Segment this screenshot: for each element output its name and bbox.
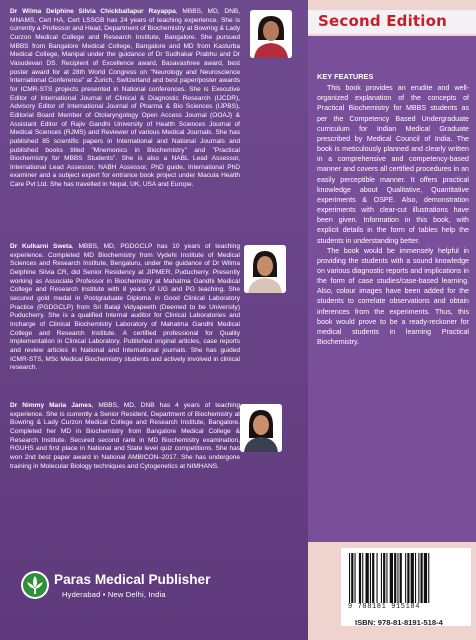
barcode-bar	[418, 553, 419, 603]
publisher-cities: Hyderabad • New Delhi, India	[62, 590, 166, 599]
author-photo-2-icon	[244, 245, 286, 293]
barcode-bar	[377, 553, 378, 603]
barcode-bar	[421, 553, 423, 603]
barcode-bar	[362, 553, 363, 603]
barcode-bar	[386, 553, 387, 603]
key-features-title: KEY FEATURES	[317, 72, 374, 81]
barcode-bar	[349, 553, 350, 603]
barcode-bar	[394, 553, 396, 603]
barcode-bars	[347, 553, 465, 605]
key-features	[317, 72, 469, 347]
author-name-3: Dr Nimmy Maria James	[10, 402, 92, 409]
barcode-digits: 9 788181 915184	[348, 603, 421, 611]
publisher-logo-icon	[20, 570, 50, 600]
isbn-label: ISBN: 978-81-8191-518-4	[355, 618, 443, 627]
publisher-name: Paras Medical Publisher	[54, 572, 211, 587]
author-text-3: , MBBS, MD, DNB has 4 years of teaching experience. She is currently a Senior Resident, Department of Biochemistry at Bowring & Lady Curzon Medical College and Research Institute, Bangalore. Completed her MD in Biochemistry from Bangalore Medical College & Research Institute. Secured second rank in MD Biochemistry examination, RGUHS and first place in National and State level quiz competitions. She has won 2nd best paper award in National AMBICON–2017. She has undergone training in Molecular Biology techniques and Cytogenetics at NIMHANS.	[10, 402, 240, 470]
barcode-bar	[355, 553, 356, 603]
author-photo-2	[244, 245, 286, 293]
barcode-bar	[366, 553, 369, 603]
author-text-2: , MBBS, MD, PGDGCLP has 10 years of teaching experience. Completed MD Biochemistry from Vydehi Institute of Medical Sciences and Research Institute, Bengaluru, under the guidance of Dr Wilma Delphine Silvia CR, did Senior Residency at JIPMER, Puducherry. Presently working as Associate Professor in Biochemistry at Mahatma Gandhi Medical College and Research Institute with 8 years of UG and PG teaching. She secured gold medal in Postgraduate Diploma in Good Clinical Laboratory Practice (PGDGCLP) from Sri Balaji Vidyapeeth (Deemed to be University) Puducherry. She is a qualified Internal auditor for Clinical Laboratories and Incharge of Clinical Biochemistry Laboratory of Mahatma Gandhi Medical College and Research Institute. A certified professional for Quality Implementation in Clinical Laboratory. Published original articles, case reports and review articles in National and International journals. She has guided ICMR-STS, MSc Medical Biochemistry students and actively involved in clinical research.	[10, 243, 241, 372]
barcode-bar	[359, 553, 361, 603]
barcode-bar	[372, 553, 374, 603]
barcode-box	[341, 548, 471, 626]
author-photo-1	[250, 10, 292, 58]
barcode-bar	[405, 553, 406, 603]
author-photo-1-icon	[250, 10, 292, 58]
barcode-bar	[407, 553, 409, 603]
barcode-bar	[383, 553, 385, 603]
author-name-2: Dr Kulkarni Sweta	[10, 243, 72, 250]
barcode-bar	[424, 553, 427, 603]
key-features-paragraph-1: This book provides an erudite and well-organized explanation of the concepts of Practical Biochemistry for MBBS students as per the Competency Based Undergraduate curriculum for Indian Medical Graduate prescribed by Medical Council of India. The book is meticulously planned and clearly written in a comprehensive and competency-based manner and covers all certified procedures in an easily perceptible manner. It offers practical knowledge about Qualitative, Quantitative experiments & OSPE. Also, demonstration experiments with clear-cut illustrations have been given. Information in this book, with explicit details in the form of tables help the students in understanding better.	[317, 84, 469, 245]
author-bio-3	[10, 402, 240, 471]
barcode-bar	[381, 553, 382, 603]
barcode-bar	[397, 553, 398, 603]
author-bio-2	[10, 243, 240, 373]
barcode-bar	[428, 553, 429, 603]
edition-label: Second Edition	[318, 12, 448, 30]
barcode-bar	[351, 553, 353, 603]
author-name-1: Dr Wilma Delphine Silvia Chickballapur Rayappa	[10, 8, 176, 15]
key-features-paragraph-2: The book would be immensely helpful in providing the students with a sound knowledge on various diagnostic reports and implications in the form of case studies/case-based learning. Also, colour images have been added for the students to correlate observations and obtain inferences from the experiments. Thus, this book would prove to be a ready-reckoner for medical students in learning Practical Biochemistry.	[317, 246, 469, 347]
barcode-bar	[390, 553, 393, 603]
barcode-bar	[415, 553, 416, 603]
barcode-bar	[411, 553, 414, 603]
author-photo-3	[240, 404, 282, 452]
barcode-bar	[400, 553, 402, 603]
author-photo-3-icon	[240, 404, 282, 452]
author-text-1: , MBBS, MD, DNB, MNAMS, Cert HA, Cert LSSGB has 24 years of teaching experience. She is currently a Professor and Head, Department of Biochemistry at Bowring & Lady Curzon Medical College and Research Institute, Bangalore. She pursued MBBS from Bangalore Medical College, Bangalore and MD from Kasturba Medical College, Manipal under the guidance of Dr Sudhakar Prabhu and Dr Vasudevan DS. Recipient of Excellence award, Basavashree award, best poster award for at 28th World Congress on "Neurology and Neuroscience International Conference" at Zurich, Switzerland and best paper/poster awards for ICMR-STS projects presented in National conferences. She is Executive Editor of International Journal of Clinical & Diagnostic Research (IJCDR), Advisory Editor of International Journal of Pharma & Bio Sciences (IJPBS), Editorial Board Member of Otolaryngology Open Access Journal (OOAJ) & Assistant Editor of Rajiv Gandhi University of Health Sciences Journal of Medical Sciences (RJMS) and Reviewer of various Medical Journals. She has published 85 scientific papers in International and National Journals and published books titled "Mnemonics in Biochemistry" and "Practical Biochemistry for MBBS Students". She is also a NABL Lead Assessor, International Lead Assessor, NABH Assessor, PhD guide, International PhD examiner and a subject expert for entrance book project under Macula Health Care Pvt Ltd. She has travelled in Nepal, UK, USA and Europe.	[10, 8, 240, 189]
barcode-bar	[370, 553, 371, 603]
author-bio-1	[10, 8, 240, 190]
